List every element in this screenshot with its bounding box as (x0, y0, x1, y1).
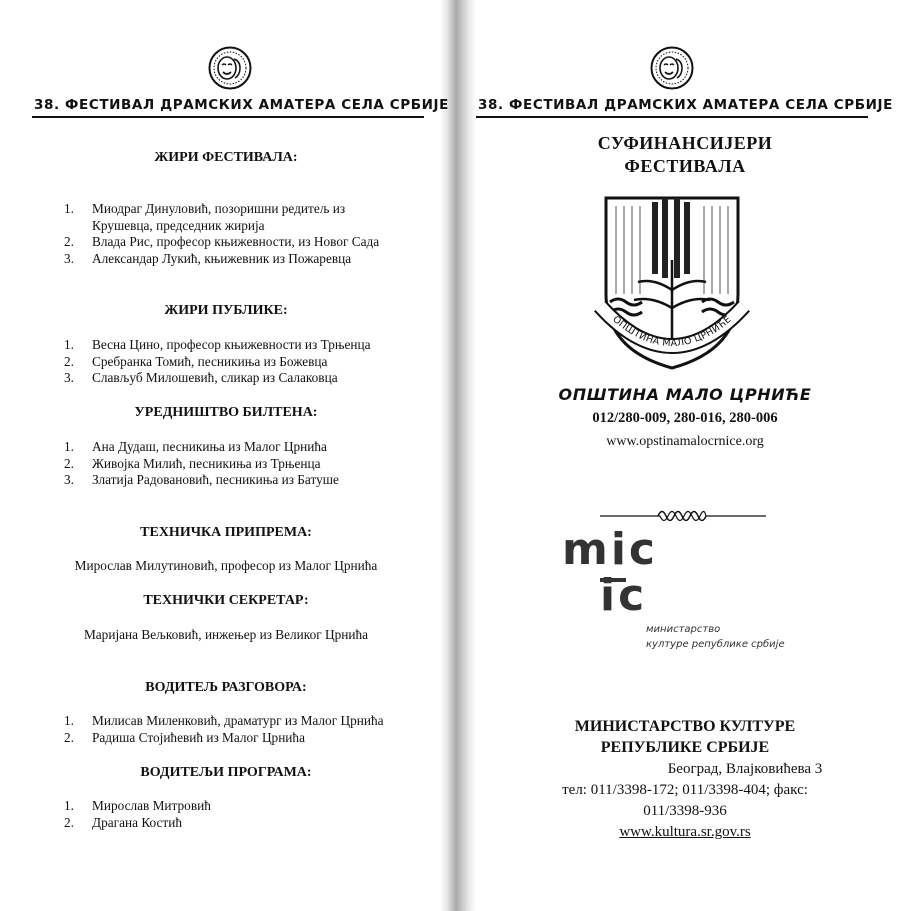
ministry-address: Београд, Влајковићева 3 (667, 761, 823, 777)
ministry-mic-logo (562, 524, 802, 662)
list-item: 3. Александар Лукић, књижевник из Пожаревца (64, 250, 352, 266)
theatre-mask-logo-icon (208, 46, 252, 90)
right-page (452, 0, 918, 911)
program-hosts-list (64, 798, 364, 831)
editorial-list (64, 439, 424, 489)
cofinanciers-title-line1: СУФИНАНСИЈЕРИ (597, 133, 773, 153)
crest-label: ОПШТИНА МАЛО ЦРНИЋЕ (610, 313, 734, 350)
section-title-talk-host: ВОДИТЕЉ РАЗГОВОРА: (145, 680, 307, 695)
header-rule (476, 116, 868, 118)
section-title-jury-audience: ЖИРИ ПУБЛИКЕ: (164, 303, 288, 318)
mic-caption-line1: министарство (646, 624, 721, 635)
list-item: 1. Ана Дудаш, песникиња из Малог Црнића (64, 439, 327, 454)
ministry-phones: тел: 011/3398-172; 011/3398-404; факс: (562, 782, 808, 798)
festival-header-title: 38. ФЕСТИВАЛ ДРАМСКИХ АМАТЕРА СЕЛА СРБИЈЕ (34, 97, 449, 113)
municipality-crest-icon (588, 190, 756, 374)
municipality-name: ОПШТИНА МАЛО ЦРНИЋЕ (558, 385, 812, 404)
ministry-title-line1: МИНИСТАРСТВО КУЛТУРЕ (574, 718, 796, 735)
tech-prep-text: Мирослав Милутиновић, професор из Малог Црнића (74, 558, 378, 573)
festival-header-title: 38. ФЕСТИВАЛ ДРАМСКИХ АМАТЕРА СЕЛА СРБИЈЕ (478, 97, 893, 113)
ministry-fax: 011/3398-936 (643, 803, 727, 819)
list-item: 3. Слављуб Милошевић, сликар из Салаковца (64, 370, 338, 385)
list-item: 1. Весна Цино, професор књижевности из Трњенца (64, 337, 371, 352)
list-item: 2. Живојка Милић, песникиња из Трњенца (64, 455, 321, 471)
ministry-website-link[interactable]: www.kultura.sr.gov.rs (619, 824, 751, 840)
jury-festival-list (64, 201, 404, 267)
cofinanciers-title-line2: ФЕСТИВАЛА (624, 156, 746, 176)
list-item: 2. Драгана Костић (64, 814, 182, 830)
municipality-phones: 012/280-009, 280-016, 280-006 (592, 410, 778, 426)
list-item: 2. Влада Рис, професор књижевности, из Новог Сада (64, 234, 380, 249)
mic-logo-bottom: ic (600, 570, 648, 621)
section-title-tech-secretary: ТЕХНИЧКИ СЕКРЕТАР: (143, 593, 309, 608)
ministry-title-line2: РЕПУБЛИКЕ СРБИЈЕ (600, 739, 770, 756)
section-title-tech-prep: ТЕХНИЧКА ПРИПРЕМА: (140, 525, 312, 540)
talk-host-list (64, 713, 434, 746)
section-title-program-hosts: ВОДИТЕЉИ ПРОГРАМА: (140, 765, 312, 780)
list-item: 2. Сребранка Томић, песникиња из Божевца (64, 353, 328, 369)
tech-secretary-text: Маријана Вељковић, инжењер из Великог Црнића (83, 627, 369, 642)
list-item: 1. Мирослав Митровић (64, 798, 211, 813)
list-item: 1. Миодраг Динуловић, позоришни редитељ из Крушевца, председник жирија (64, 201, 346, 233)
list-item: 1. Милисав Миленковић, драматург из Малог Црнића (64, 713, 384, 728)
theatre-mask-logo-icon (650, 46, 694, 90)
mic-logo-top: mic (562, 524, 659, 575)
list-item: 2. Радиша Стојићевић из Малог Црнића (64, 729, 305, 745)
section-title-jury-festival: ЖИРИ ФЕСТИВАЛА: (154, 150, 298, 165)
header-rule (32, 116, 424, 118)
municipality-website-link[interactable]: www.opstinamalocrnice.org (606, 434, 764, 449)
jury-audience-list (64, 337, 424, 387)
list-item: 3. Златија Радовановић, песникиња из Батуше (64, 472, 339, 487)
section-title-editorial: УРЕДНИШТВО БИЛТЕНА: (134, 405, 318, 420)
left-page (0, 0, 452, 911)
mic-caption-line2: културе републике србије (646, 639, 785, 650)
